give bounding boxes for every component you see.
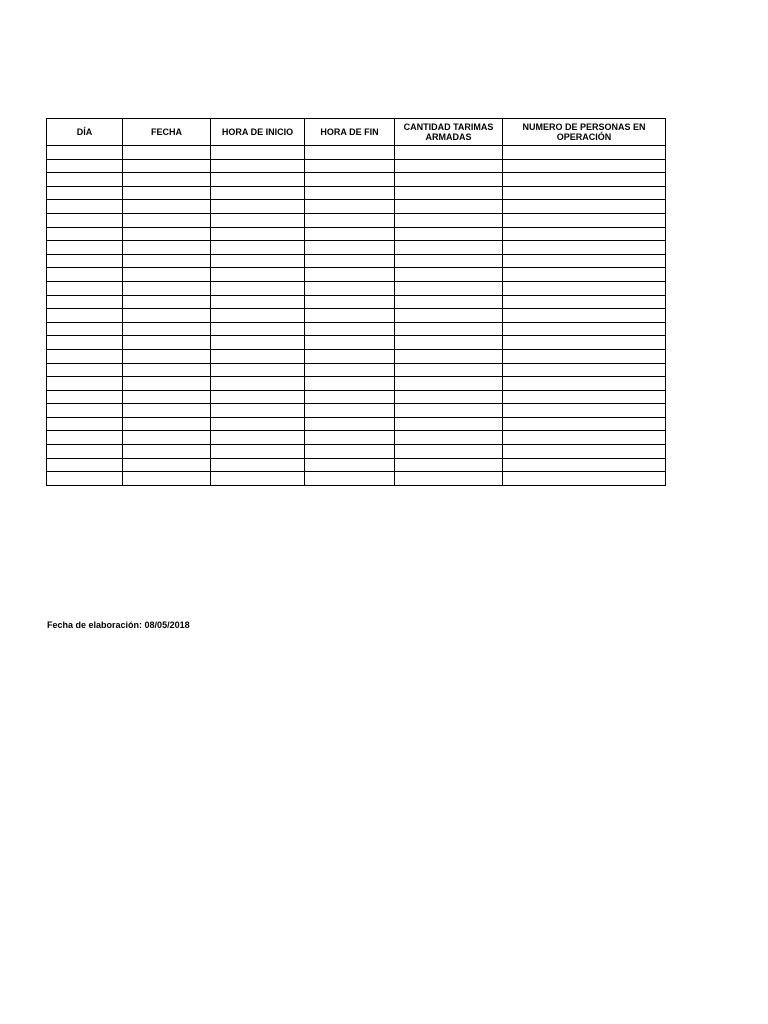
table-cell xyxy=(305,349,395,363)
table-cell xyxy=(395,349,503,363)
table-row xyxy=(47,268,666,282)
table-cell xyxy=(47,254,123,268)
table-cell xyxy=(395,336,503,350)
table-cell xyxy=(123,281,211,295)
table-row xyxy=(47,213,666,227)
table-cell xyxy=(305,363,395,377)
table-row xyxy=(47,159,666,173)
table-cell xyxy=(211,159,305,173)
table-row xyxy=(47,390,666,404)
table-cell xyxy=(211,390,305,404)
table-cell xyxy=(305,309,395,323)
table-cell xyxy=(123,241,211,255)
table-row xyxy=(47,322,666,336)
table-cell xyxy=(211,377,305,391)
table-cell xyxy=(503,213,666,227)
table-cell xyxy=(123,159,211,173)
table-cell xyxy=(123,200,211,214)
table-row xyxy=(47,295,666,309)
table-cell xyxy=(305,173,395,187)
table-cell xyxy=(47,281,123,295)
table-row xyxy=(47,186,666,200)
table-row xyxy=(47,431,666,445)
table-cell xyxy=(123,227,211,241)
table-cell xyxy=(47,200,123,214)
table-cell xyxy=(211,200,305,214)
table-cell xyxy=(305,200,395,214)
table-cell xyxy=(503,336,666,350)
table-cell xyxy=(47,159,123,173)
table-cell xyxy=(123,472,211,486)
table-cell xyxy=(211,254,305,268)
table-cell xyxy=(395,254,503,268)
table-cell xyxy=(47,295,123,309)
table-row xyxy=(47,227,666,241)
table-cell xyxy=(503,281,666,295)
table-cell xyxy=(211,322,305,336)
table-cell xyxy=(305,268,395,282)
table-cell xyxy=(47,390,123,404)
table-cell xyxy=(211,241,305,255)
table-row xyxy=(47,472,666,486)
table-row xyxy=(47,458,666,472)
table-cell xyxy=(305,186,395,200)
table-cell xyxy=(305,241,395,255)
table-cell xyxy=(211,146,305,160)
table-cell xyxy=(123,390,211,404)
operations-log-table xyxy=(46,118,666,486)
table-cell xyxy=(211,213,305,227)
table-cell xyxy=(395,146,503,160)
table-cell xyxy=(47,322,123,336)
table-cell xyxy=(123,254,211,268)
table-cell xyxy=(47,173,123,187)
table-cell xyxy=(47,146,123,160)
table-cell xyxy=(503,390,666,404)
table-cell xyxy=(503,241,666,255)
table-cell xyxy=(123,173,211,187)
header-numero-personas: NUMERO DE PERSONAS EN OPERACIÓN xyxy=(503,119,666,146)
table-cell xyxy=(211,404,305,418)
table-cell xyxy=(305,254,395,268)
table-cell xyxy=(395,268,503,282)
table-cell xyxy=(395,377,503,391)
header-cantidad-tarimas: CANTIDAD TARIMAS ARMADAS xyxy=(395,119,503,146)
table-cell xyxy=(47,404,123,418)
table-cell xyxy=(47,472,123,486)
table-cell xyxy=(305,213,395,227)
table-cell xyxy=(503,227,666,241)
table-cell xyxy=(305,281,395,295)
table-cell xyxy=(395,322,503,336)
table-cell xyxy=(123,295,211,309)
table-cell xyxy=(503,458,666,472)
table-row xyxy=(47,281,666,295)
table-cell xyxy=(211,186,305,200)
table-cell xyxy=(503,200,666,214)
table-cell xyxy=(211,458,305,472)
table-cell xyxy=(123,445,211,459)
table-cell xyxy=(395,309,503,323)
table-cell xyxy=(47,377,123,391)
table-cell xyxy=(305,472,395,486)
table-header-row xyxy=(47,119,666,146)
table-cell xyxy=(395,295,503,309)
table-cell xyxy=(503,146,666,160)
header-hora-fin: HORA DE FIN xyxy=(305,119,395,146)
table-cell xyxy=(47,268,123,282)
table-cell xyxy=(503,417,666,431)
table-cell xyxy=(123,377,211,391)
table-cell xyxy=(503,186,666,200)
table-cell xyxy=(305,390,395,404)
table-row xyxy=(47,417,666,431)
table-row xyxy=(47,349,666,363)
table-cell xyxy=(395,213,503,227)
table-cell xyxy=(211,295,305,309)
table-cell xyxy=(395,390,503,404)
table-cell xyxy=(305,146,395,160)
table-row xyxy=(47,404,666,418)
table-cell xyxy=(211,268,305,282)
table-cell xyxy=(305,159,395,173)
table-cell xyxy=(395,281,503,295)
table-cell xyxy=(123,186,211,200)
table-cell xyxy=(47,213,123,227)
table-cell xyxy=(395,186,503,200)
table-cell xyxy=(123,458,211,472)
table-cell xyxy=(503,254,666,268)
table-row xyxy=(47,173,666,187)
table-cell xyxy=(123,213,211,227)
table-cell xyxy=(47,431,123,445)
table-row xyxy=(47,254,666,268)
table-cell xyxy=(395,363,503,377)
table-cell xyxy=(123,322,211,336)
table-cell xyxy=(123,336,211,350)
table-cell xyxy=(503,173,666,187)
table-cell xyxy=(305,336,395,350)
table-cell xyxy=(503,349,666,363)
table-cell xyxy=(123,268,211,282)
table-cell xyxy=(395,200,503,214)
table-cell xyxy=(123,309,211,323)
elaboration-date-note xyxy=(47,620,190,630)
table-cell xyxy=(211,431,305,445)
table-cell xyxy=(305,404,395,418)
table-cell xyxy=(305,417,395,431)
table-cell xyxy=(123,349,211,363)
table-cell xyxy=(395,458,503,472)
table-cell xyxy=(47,241,123,255)
header-hora-inicio: HORA DE INICIO xyxy=(211,119,305,146)
table-row xyxy=(47,241,666,255)
table-cell xyxy=(47,458,123,472)
table-cell xyxy=(395,431,503,445)
table-cell xyxy=(123,431,211,445)
table-cell xyxy=(503,431,666,445)
table-row xyxy=(47,309,666,323)
table-row xyxy=(47,363,666,377)
table-cell xyxy=(211,336,305,350)
table-cell xyxy=(47,445,123,459)
header-dia: DÍA xyxy=(47,119,123,146)
table-cell xyxy=(395,159,503,173)
table-row xyxy=(47,200,666,214)
table-cell xyxy=(503,472,666,486)
table-cell xyxy=(47,227,123,241)
table-cell xyxy=(503,404,666,418)
table-cell xyxy=(395,472,503,486)
table-cell xyxy=(305,295,395,309)
table-cell xyxy=(123,404,211,418)
table-cell xyxy=(123,363,211,377)
table-cell xyxy=(503,445,666,459)
table-cell xyxy=(47,336,123,350)
table-row xyxy=(47,336,666,350)
table-cell xyxy=(123,417,211,431)
table-cell xyxy=(395,227,503,241)
table-row xyxy=(47,445,666,459)
table-cell xyxy=(211,445,305,459)
table-cell xyxy=(211,349,305,363)
table-cell xyxy=(305,322,395,336)
table-cell xyxy=(503,322,666,336)
table-cell xyxy=(503,268,666,282)
table-cell xyxy=(503,159,666,173)
table-cell xyxy=(395,417,503,431)
table-cell xyxy=(211,281,305,295)
table-cell xyxy=(123,146,211,160)
table-body xyxy=(47,146,666,486)
table-cell xyxy=(305,377,395,391)
table-cell xyxy=(395,404,503,418)
table-cell xyxy=(503,309,666,323)
table-row xyxy=(47,377,666,391)
table-cell xyxy=(211,309,305,323)
table-cell xyxy=(305,458,395,472)
table-cell xyxy=(305,431,395,445)
table-cell xyxy=(47,417,123,431)
table-cell xyxy=(503,363,666,377)
table-row xyxy=(47,146,666,160)
table-cell xyxy=(211,363,305,377)
table-cell xyxy=(211,173,305,187)
table-cell xyxy=(503,377,666,391)
table-cell xyxy=(47,309,123,323)
elaboration-label: Fecha de elaboración: xyxy=(47,620,143,630)
table-cell xyxy=(395,445,503,459)
table-cell xyxy=(47,363,123,377)
table-cell xyxy=(395,241,503,255)
table-cell xyxy=(503,295,666,309)
table-cell xyxy=(211,227,305,241)
table-cell xyxy=(305,445,395,459)
elaboration-date: 08/05/2018 xyxy=(144,620,190,630)
table-cell xyxy=(211,472,305,486)
table-cell xyxy=(211,417,305,431)
header-fecha: FECHA xyxy=(123,119,211,146)
table-cell xyxy=(395,173,503,187)
table-cell xyxy=(47,186,123,200)
table-cell xyxy=(47,349,123,363)
table-cell xyxy=(305,227,395,241)
